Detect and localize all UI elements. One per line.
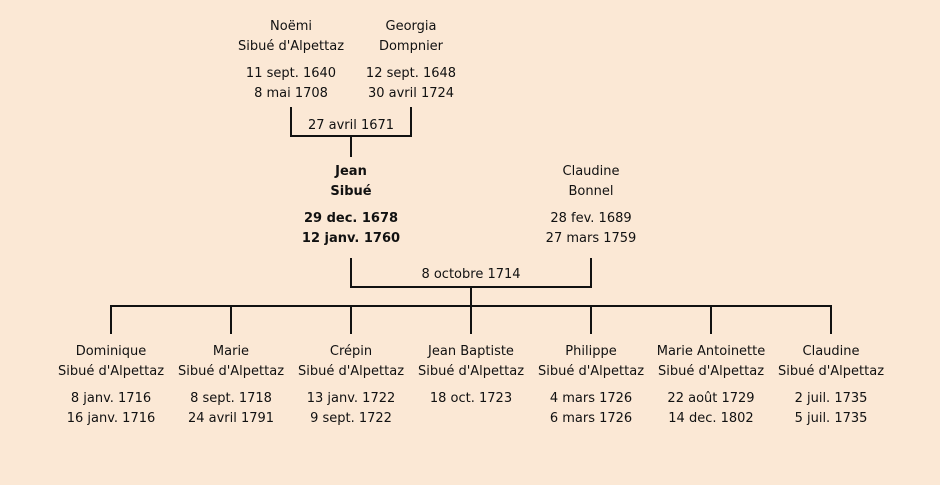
couple-marriage-date: 8 octobre 1714 bbox=[421, 267, 521, 282]
person-death-date: 8 mai 1708 bbox=[254, 86, 328, 101]
person-birth-date: 22 août 1729 bbox=[667, 391, 755, 406]
person-last-name: Sibué d'Alpettaz bbox=[537, 364, 645, 379]
person-first-name: Jean Baptiste bbox=[428, 344, 514, 359]
person-last-name: Sibué d'Alpettaz bbox=[237, 39, 345, 54]
subject-box[interactable] bbox=[286, 162, 416, 249]
person-birth-date: 2 juil. 1735 bbox=[794, 391, 868, 406]
person-death-date: 24 avril 1791 bbox=[187, 411, 275, 426]
mother-box[interactable] bbox=[346, 17, 476, 104]
person-birth-date: 11 sept. 1640 bbox=[245, 66, 337, 81]
person-birth-date: 4 mars 1726 bbox=[549, 391, 633, 406]
person-last-name: Sibué d'Alpettaz bbox=[417, 364, 525, 379]
person-last-name: Sibué d'Alpettaz bbox=[177, 364, 285, 379]
child-box[interactable] bbox=[766, 342, 896, 429]
person-death-date: 16 janv. 1716 bbox=[66, 411, 156, 426]
child-box[interactable] bbox=[526, 342, 656, 429]
person-last-name: Sibué d'Alpettaz bbox=[297, 364, 405, 379]
father-box[interactable] bbox=[226, 17, 356, 104]
person-first-name: Dominique bbox=[75, 344, 147, 359]
person-first-name: Georgia bbox=[385, 19, 437, 34]
person-birth-date: 28 fev. 1689 bbox=[550, 211, 632, 226]
person-death-date: 14 dec. 1802 bbox=[668, 411, 754, 426]
person-first-name: Claudine bbox=[562, 164, 620, 179]
person-death-date: 12 janv. 1760 bbox=[301, 231, 401, 246]
person-last-name: Sibué d'Alpettaz bbox=[657, 364, 765, 379]
person-last-name: Sibué bbox=[330, 184, 372, 199]
person-birth-date: 8 sept. 1718 bbox=[190, 391, 272, 406]
child-box[interactable] bbox=[646, 342, 776, 429]
person-death-date: 9 sept. 1722 bbox=[310, 411, 392, 426]
person-birth-date: 18 oct. 1723 bbox=[429, 391, 513, 406]
person-first-name: Philippe bbox=[565, 344, 617, 359]
spouse-box[interactable] bbox=[526, 162, 656, 249]
person-death-date: 27 mars 1759 bbox=[545, 231, 637, 246]
person-first-name: Marie bbox=[212, 344, 250, 359]
person-last-name: Sibué d'Alpettaz bbox=[777, 364, 885, 379]
child-box[interactable] bbox=[286, 342, 416, 429]
child-box[interactable] bbox=[406, 342, 536, 409]
person-last-name: Bonnel bbox=[568, 184, 614, 199]
person-last-name: Sibué d'Alpettaz bbox=[57, 364, 165, 379]
person-first-name: Noëmi bbox=[270, 19, 312, 34]
person-first-name: Jean bbox=[335, 164, 367, 179]
child-box[interactable] bbox=[46, 342, 176, 429]
person-birth-date: 8 janv. 1716 bbox=[70, 391, 152, 406]
person-birth-date: 13 janv. 1722 bbox=[306, 391, 396, 406]
person-first-name: Claudine bbox=[802, 344, 860, 359]
person-death-date: 5 juil. 1735 bbox=[794, 411, 868, 426]
person-death-date: 6 mars 1726 bbox=[549, 411, 633, 426]
person-first-name: Crépin bbox=[329, 344, 373, 359]
person-first-name: Marie Antoinette bbox=[656, 344, 766, 359]
child-box[interactable] bbox=[166, 342, 296, 429]
parents-marriage-date: 27 avril 1671 bbox=[307, 118, 395, 133]
person-birth-date: 12 sept. 1648 bbox=[365, 66, 457, 81]
person-last-name: Dompnier bbox=[378, 39, 444, 54]
person-death-date: 30 avril 1724 bbox=[367, 86, 455, 101]
person-birth-date: 29 dec. 1678 bbox=[303, 211, 399, 226]
